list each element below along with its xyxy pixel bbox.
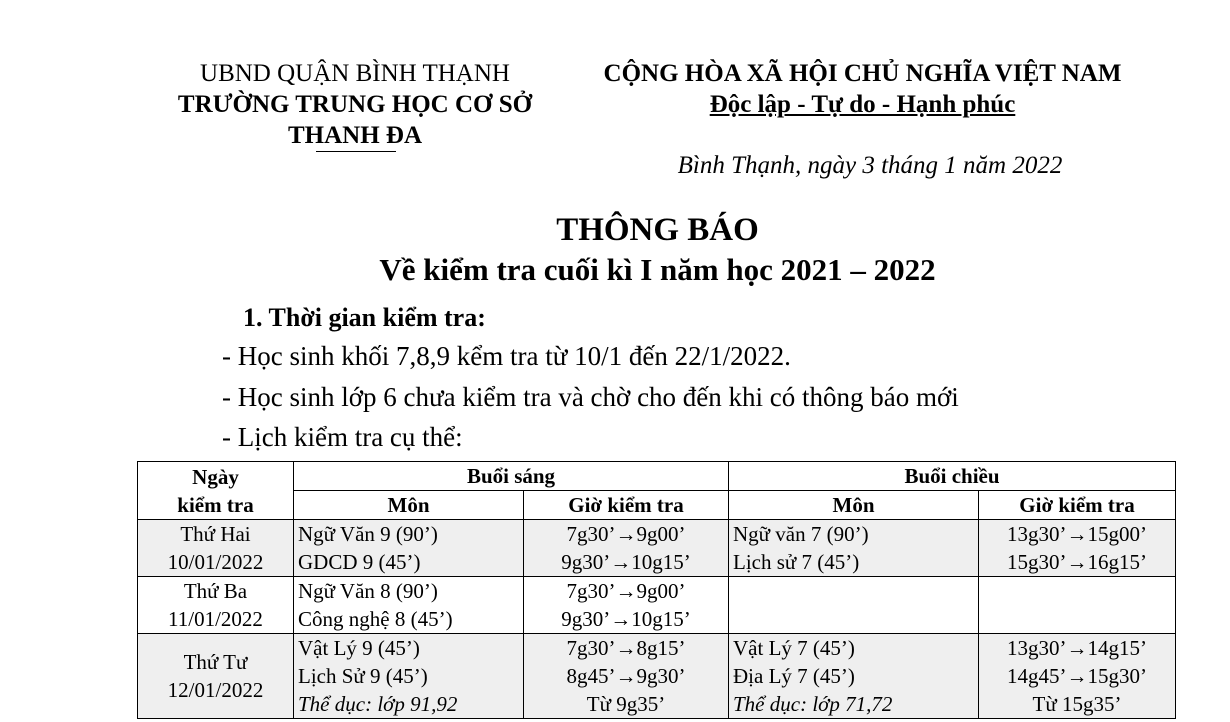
- pm-subject-cell: [729, 577, 979, 634]
- time: 9g30’→10g15’: [561, 607, 691, 631]
- day-cell: [138, 520, 294, 577]
- pm-time-cell: [979, 577, 1176, 634]
- exam-schedule-table: [137, 461, 1176, 719]
- country-name: CỘNG HÒA XÃ HỘI CHỦ NGHĨA VIỆT NAM: [603, 60, 1122, 87]
- pm-time-cell: [979, 520, 1176, 577]
- district-org: UBND QUẬN BÌNH THẠNH: [200, 60, 510, 87]
- document-title: THÔNG BÁO: [556, 212, 759, 248]
- header-afternoon: Buổi chiều: [729, 462, 1176, 491]
- subject: Vật Lý 7 (45’): [733, 636, 855, 660]
- date-place-line: Bình Thạnh, ngày 3 tháng 1 năm 2022: [677, 152, 1063, 179]
- bullet-item: - Học sinh lớp 6 chưa kiểm tra và chờ cho đến khi có thông báo mới: [222, 382, 959, 412]
- day-date: 11/01/2022: [168, 607, 263, 631]
- day-cell: [138, 577, 294, 634]
- school-name-line2: THANH ĐA: [287, 122, 423, 149]
- school-name-underline: [316, 151, 396, 152]
- time: 8g45’→9g30’: [566, 664, 686, 688]
- subject: Vật Lý 9 (45’): [298, 636, 420, 660]
- school-header: [140, 58, 570, 151]
- time: 13g30’→14g15’: [1007, 636, 1147, 660]
- pm-subject-cell: [729, 520, 979, 577]
- time: 9g30’→10g15’: [561, 550, 691, 574]
- subject: Địa Lý 7 (45’): [733, 664, 855, 688]
- time: 7g30’→9g00’: [566, 522, 686, 546]
- day-cell: [138, 634, 294, 719]
- national-header: [570, 58, 1155, 120]
- time: 7g30’→8g15’: [566, 636, 686, 660]
- subject: Công nghệ 8 (45’): [298, 607, 453, 631]
- day-date: 10/01/2022: [167, 550, 264, 574]
- header-pm-time: Giờ kiểm tra: [979, 491, 1176, 520]
- day-name: Thứ Tư: [183, 650, 248, 674]
- header-date-l2: kiểm tra: [177, 492, 254, 517]
- school-name-line1: TRƯỜNG TRUNG HỌC CƠ SỞ: [177, 91, 533, 118]
- table-row: [138, 634, 1176, 719]
- time: 7g30’→9g00’: [566, 579, 686, 603]
- subject: Ngữ văn 7 (90’): [733, 522, 869, 546]
- time: 15g30’→16g15’: [1007, 550, 1147, 574]
- header-date-col: [138, 462, 294, 520]
- subject: Lịch sử 7 (45’): [733, 550, 860, 574]
- time: 13g30’→15g00’: [1007, 522, 1147, 546]
- table-row: [138, 577, 1176, 634]
- subject: Ngữ Văn 8 (90’): [298, 579, 438, 603]
- subject: Thể dục: lớp 71,72: [733, 692, 893, 716]
- subject: Lịch Sử 9 (45’): [298, 664, 428, 688]
- header-pm-subject: Môn: [729, 491, 979, 520]
- time: 14g45’→15g30’: [1007, 664, 1147, 688]
- am-subject-cell: [294, 577, 524, 634]
- bullet-item: - Học sinh khối 7,8,9 kểm tra từ 10/1 đến 22/1/2022.: [222, 341, 791, 371]
- am-subject-cell: [294, 634, 524, 719]
- national-motto: Độc lập - Tự do - Hạnh phúc: [709, 91, 1016, 118]
- time: Từ 9g35’: [586, 692, 666, 716]
- pm-time-cell: [979, 634, 1176, 719]
- subject: Ngữ Văn 9 (90’): [298, 522, 438, 546]
- header-am-subject: Môn: [294, 491, 524, 520]
- time: Từ 15g35’: [1032, 692, 1122, 716]
- table-header-row: [138, 462, 1176, 491]
- table-subheader-row: [138, 491, 1176, 520]
- document-subtitle: Về kiểm tra cuối kì I năm học 2021 – 2022: [379, 252, 936, 287]
- subject: GDCD 9 (45’): [298, 550, 421, 574]
- day-date: 12/01/2022: [167, 678, 264, 702]
- day-name: Thứ Ba: [183, 579, 248, 603]
- am-time-cell: [524, 634, 729, 719]
- bullet-item: - Lịch kiểm tra cụ thể:: [222, 422, 463, 452]
- am-time-cell: [524, 520, 729, 577]
- pm-subject-cell: [729, 634, 979, 719]
- header-am-time: Giờ kiểm tra: [524, 491, 729, 520]
- day-name: Thứ Hai: [180, 522, 251, 546]
- header-date-l1: Ngày: [192, 464, 239, 489]
- table-row: [138, 520, 1176, 577]
- subject: Thể dục: lớp 91,92: [298, 692, 458, 716]
- header-morning: Buổi sáng: [294, 462, 729, 491]
- am-subject-cell: [294, 520, 524, 577]
- am-time-cell: [524, 577, 729, 634]
- section-heading: 1. Thời gian kiểm tra:: [243, 303, 486, 332]
